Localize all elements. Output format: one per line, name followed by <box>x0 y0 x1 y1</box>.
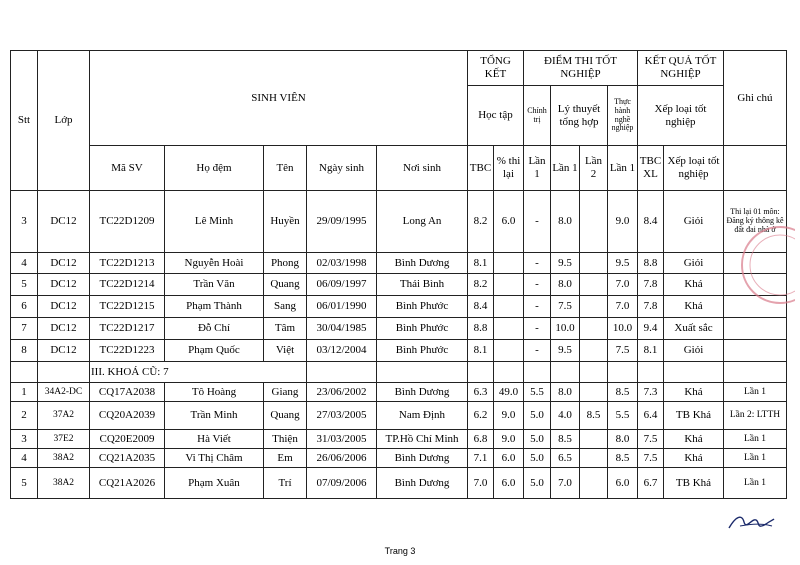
cell-lop: DC12 <box>38 340 90 362</box>
cell-ma: TC22D1209 <box>90 191 165 253</box>
students-old-cohort <box>11 383 787 499</box>
cell-th: 9.5 <box>608 253 638 274</box>
table-row <box>11 274 787 296</box>
cell-ho: Phạm Thành <box>165 296 264 318</box>
header-lop: Lớp <box>38 51 90 191</box>
cell-noi: Bình Dương <box>377 468 468 499</box>
cell-stt: 2 <box>11 402 38 430</box>
cell-ma: TC22D1213 <box>90 253 165 274</box>
cell-tbc: 8.1 <box>468 340 494 362</box>
cell-ct: - <box>524 318 551 340</box>
cell-lt1: 8.5 <box>551 430 580 449</box>
table-row <box>11 296 787 318</box>
cell-ct: 5.0 <box>524 430 551 449</box>
cell-th: 8.5 <box>608 383 638 402</box>
header-ket-qua: KẾT QUẢ TỐT NGHIỆP <box>638 51 724 86</box>
cell-lt1: 7.5 <box>551 296 580 318</box>
cell-lt1: 9.5 <box>551 253 580 274</box>
cell-pct: 6.0 <box>494 449 524 468</box>
cell-th: 8.5 <box>608 449 638 468</box>
cell-lop: DC12 <box>38 191 90 253</box>
header-hoc-tap: Học tập <box>468 86 524 146</box>
cell-th: 10.0 <box>608 318 638 340</box>
cell-lop: DC12 <box>38 274 90 296</box>
header-lan2-lt: Lần 2 <box>580 146 608 191</box>
cell-ten: Sang <box>264 296 307 318</box>
cell-stt: 5 <box>11 468 38 499</box>
cell-noi: Thái Bình <box>377 274 468 296</box>
cell-stt: 1 <box>11 383 38 402</box>
cell-loai: TB Khá <box>664 402 724 430</box>
cell-pct: 9.0 <box>494 402 524 430</box>
table-row <box>11 449 787 468</box>
stamp-seal <box>735 225 795 305</box>
cell-loai: Khá <box>664 383 724 402</box>
cell-xl: 6.7 <box>638 468 664 499</box>
cell-th: 6.0 <box>608 468 638 499</box>
header-tbc-xl: TBC XL <box>638 146 664 191</box>
cell-ma: CQ20E2009 <box>90 430 165 449</box>
cell-ho: Đỗ Chí <box>165 318 264 340</box>
table-row <box>11 468 787 499</box>
header-tong-ket: TỔNG KẾT <box>468 51 524 86</box>
cell-xl: 7.8 <box>638 296 664 318</box>
cell-lt1: 9.5 <box>551 340 580 362</box>
cell-th: 7.5 <box>608 340 638 362</box>
cell-ct: - <box>524 191 551 253</box>
graduation-results-table <box>10 50 787 499</box>
cell-stt: 4 <box>11 449 38 468</box>
cell-loai: Giỏi <box>664 191 724 253</box>
cell-stt: 4 <box>11 253 38 274</box>
cell-noi: Bình Dương <box>377 383 468 402</box>
cell-ct: 5.0 <box>524 449 551 468</box>
cell-ten: Tâm <box>264 318 307 340</box>
cell-th: 7.0 <box>608 274 638 296</box>
cell-ten: Phong <box>264 253 307 274</box>
cell-lt2 <box>580 274 608 296</box>
cell-lt1: 8.0 <box>551 191 580 253</box>
cell-loai: TB Khá <box>664 468 724 499</box>
cell-stt: 6 <box>11 296 38 318</box>
cell-noi: Nam Định <box>377 402 468 430</box>
cell-ct: 5.0 <box>524 468 551 499</box>
cell-ho: Hà Viết <box>165 430 264 449</box>
cell-ho: Trần Minh <box>165 402 264 430</box>
cell-ngay: 06/09/1997 <box>307 274 377 296</box>
cell-ho: Trần Văn <box>165 274 264 296</box>
page-number: Trang 3 <box>384 546 416 556</box>
cell-th: 7.0 <box>608 296 638 318</box>
cell-ct: 5.0 <box>524 402 551 430</box>
cell-pct <box>494 274 524 296</box>
cell-lt2 <box>580 468 608 499</box>
cell-ma: CQ21A2035 <box>90 449 165 468</box>
cell-xl: 7.5 <box>638 430 664 449</box>
cell-lt2 <box>580 430 608 449</box>
cell-xl: 8.8 <box>638 253 664 274</box>
cell-th: 9.0 <box>608 191 638 253</box>
cell-xl: 7.3 <box>638 383 664 402</box>
cell-pct <box>494 253 524 274</box>
cell-noi: Bình Phước <box>377 318 468 340</box>
cell-ho: Vi Thị Châm <box>165 449 264 468</box>
cell-ten: Quang <box>264 274 307 296</box>
header-ho-dem: Họ đệm <box>165 146 264 191</box>
cell-stt: 3 <box>11 430 38 449</box>
header-xep-loai-tn: Xếp loại tốt nghiệp <box>638 86 724 146</box>
cell-ngay: 23/06/2002 <box>307 383 377 402</box>
cell-ma: CQ17A2038 <box>90 383 165 402</box>
cell-ngay: 03/12/2004 <box>307 340 377 362</box>
cell-ct: - <box>524 296 551 318</box>
cell-tbc: 6.2 <box>468 402 494 430</box>
cell-ten: Quang <box>264 402 307 430</box>
cell-ngay: 29/09/1995 <box>307 191 377 253</box>
cell-lt2: 8.5 <box>580 402 608 430</box>
cell-lt2 <box>580 383 608 402</box>
cell-tbc: 8.2 <box>468 191 494 253</box>
cell-loai: Giỏi <box>664 253 724 274</box>
cell-ma: TC22D1223 <box>90 340 165 362</box>
cell-ho: Lê Minh <box>165 191 264 253</box>
table-row <box>11 340 787 362</box>
cell-ngay: 07/09/2006 <box>307 468 377 499</box>
header-ly-thuyet: Lý thuyết tổng hợp <box>551 86 608 146</box>
cell-ten: Huyền <box>264 191 307 253</box>
cell-noi: Bình Dương <box>377 449 468 468</box>
cell-ma: CQ20A2039 <box>90 402 165 430</box>
header-tbc: TBC <box>468 146 494 191</box>
cell-ho: Tô Hoàng <box>165 383 264 402</box>
cell-tbc: 6.3 <box>468 383 494 402</box>
cell-pct: 9.0 <box>494 430 524 449</box>
cell-lop: 38A2 <box>38 449 90 468</box>
cell-loai: Giỏi <box>664 340 724 362</box>
cell-ho: Nguyễn Hoài <box>165 253 264 274</box>
cell-ngay: 30/04/1985 <box>307 318 377 340</box>
students-current <box>11 191 787 362</box>
cell-tbc: 7.1 <box>468 449 494 468</box>
cell-noi: Bình Dương <box>377 253 468 274</box>
cell-tbc: 8.1 <box>468 253 494 274</box>
cell-ghichu: Lần 2: LTTH <box>724 402 787 430</box>
cell-ten: Thiện <box>264 430 307 449</box>
cell-loai: Khá <box>664 296 724 318</box>
cell-lop: DC12 <box>38 318 90 340</box>
cell-lt2 <box>580 253 608 274</box>
header-thuc-hanh: Thực hành nghề nghiệp <box>608 86 638 146</box>
cell-th: 5.5 <box>608 402 638 430</box>
header-xep-loai: Xếp loại tốt nghiệp <box>664 146 724 191</box>
cell-lt1: 8.0 <box>551 274 580 296</box>
cell-pct <box>494 340 524 362</box>
cell-xl: 7.8 <box>638 274 664 296</box>
table-row <box>11 253 787 274</box>
cell-xl: 6.4 <box>638 402 664 430</box>
section-title: III. KHOÁ CŨ: 7 <box>90 362 307 383</box>
table-row <box>11 318 787 340</box>
cell-ma: TC22D1217 <box>90 318 165 340</box>
cell-tbc: 7.0 <box>468 468 494 499</box>
cell-stt: 8 <box>11 340 38 362</box>
cell-lt2 <box>580 449 608 468</box>
cell-ngay: 06/01/1990 <box>307 296 377 318</box>
cell-lt2 <box>580 191 608 253</box>
cell-pct: 49.0 <box>494 383 524 402</box>
cell-ghichu: Lần 1 <box>724 449 787 468</box>
header-ghi-chu: Ghi chú <box>724 51 787 146</box>
cell-ct: - <box>524 274 551 296</box>
cell-loai: Xuất sắc <box>664 318 724 340</box>
cell-loai: Khá <box>664 274 724 296</box>
cell-th: 8.0 <box>608 430 638 449</box>
cell-tbc: 8.4 <box>468 296 494 318</box>
cell-pct <box>494 318 524 340</box>
cell-ct: - <box>524 253 551 274</box>
cell-ct: - <box>524 340 551 362</box>
cell-lt1: 10.0 <box>551 318 580 340</box>
cell-ten: Trí <box>264 468 307 499</box>
cell-pct: 6.0 <box>494 468 524 499</box>
header-noi-sinh: Nơi sinh <box>377 146 468 191</box>
signature <box>726 510 776 534</box>
cell-ghichu: Lần 1 <box>724 383 787 402</box>
cell-noi: Long An <box>377 191 468 253</box>
header-stt: Stt <box>11 51 38 191</box>
cell-pct: 6.0 <box>494 191 524 253</box>
cell-ngay: 27/03/2005 <box>307 402 377 430</box>
cell-stt: 7 <box>11 318 38 340</box>
header-lan1-lt: Lần 1 <box>551 146 580 191</box>
header-ten: Tên <box>264 146 307 191</box>
cell-lop: 37E2 <box>38 430 90 449</box>
cell-ngay: 02/03/1998 <box>307 253 377 274</box>
cell-lt2 <box>580 296 608 318</box>
cell-pct <box>494 296 524 318</box>
cell-ghichu: Lần 1 <box>724 430 787 449</box>
cell-ho: Phạm Quốc <box>165 340 264 362</box>
header-chinh-tri: Chính trị <box>524 86 551 146</box>
header-ma-sv: Mã SV <box>90 146 165 191</box>
cell-tbc: 8.8 <box>468 318 494 340</box>
cell-xl: 7.5 <box>638 449 664 468</box>
cell-tbc: 6.8 <box>468 430 494 449</box>
cell-lt2 <box>580 318 608 340</box>
cell-lop: 37A2 <box>38 402 90 430</box>
cell-ho: Phạm Xuân <box>165 468 264 499</box>
cell-loai: Khá <box>664 430 724 449</box>
header-pct-thi-lai: % thi lại <box>494 146 524 191</box>
cell-lt1: 8.0 <box>551 383 580 402</box>
cell-ghichu: Thi lại 01 môn: Đăng ký thông kê đất đai nhà ở <box>724 191 787 253</box>
cell-lt1: 7.0 <box>551 468 580 499</box>
cell-lop: 34A2-DC <box>38 383 90 402</box>
cell-lop: 38A2 <box>38 468 90 499</box>
cell-noi: Bình Phước <box>377 296 468 318</box>
cell-ngay: 26/06/2006 <box>307 449 377 468</box>
cell-stt: 3 <box>11 191 38 253</box>
header-sinh-vien: SINH VIÊN <box>90 51 468 146</box>
cell-ten: Giang <box>264 383 307 402</box>
cell-lop: DC12 <box>38 253 90 274</box>
table-row <box>11 402 787 430</box>
cell-lop: DC12 <box>38 296 90 318</box>
cell-ten: Việt <box>264 340 307 362</box>
table-row <box>11 383 787 402</box>
cell-xl: 9.4 <box>638 318 664 340</box>
cell-lt1: 6.5 <box>551 449 580 468</box>
cell-ct: 5.5 <box>524 383 551 402</box>
header-lan1-th: Lần 1 <box>608 146 638 191</box>
cell-noi: TP.Hồ Chí Minh <box>377 430 468 449</box>
table-row <box>11 191 787 253</box>
cell-ghichu: Lần 1 <box>724 468 787 499</box>
table-row <box>11 430 787 449</box>
cell-ten: Em <box>264 449 307 468</box>
cell-xl: 8.4 <box>638 191 664 253</box>
header-lan1-ct: Lần 1 <box>524 146 551 191</box>
header-ngay-sinh: Ngày sinh <box>307 146 377 191</box>
cell-tbc: 8.2 <box>468 274 494 296</box>
cell-lt1: 4.0 <box>551 402 580 430</box>
header-diem-thi: ĐIỂM THI TỐT NGHIỆP <box>524 51 638 86</box>
cell-ngay: 31/03/2005 <box>307 430 377 449</box>
cell-lt2 <box>580 340 608 362</box>
cell-ma: TC22D1215 <box>90 296 165 318</box>
cell-ma: TC22D1214 <box>90 274 165 296</box>
cell-ghichu <box>724 318 787 340</box>
cell-xl: 8.1 <box>638 340 664 362</box>
cell-loai: Khá <box>664 449 724 468</box>
cell-stt: 5 <box>11 274 38 296</box>
cell-ghichu <box>724 340 787 362</box>
cell-noi: Bình Phước <box>377 340 468 362</box>
cell-ma: CQ21A2026 <box>90 468 165 499</box>
